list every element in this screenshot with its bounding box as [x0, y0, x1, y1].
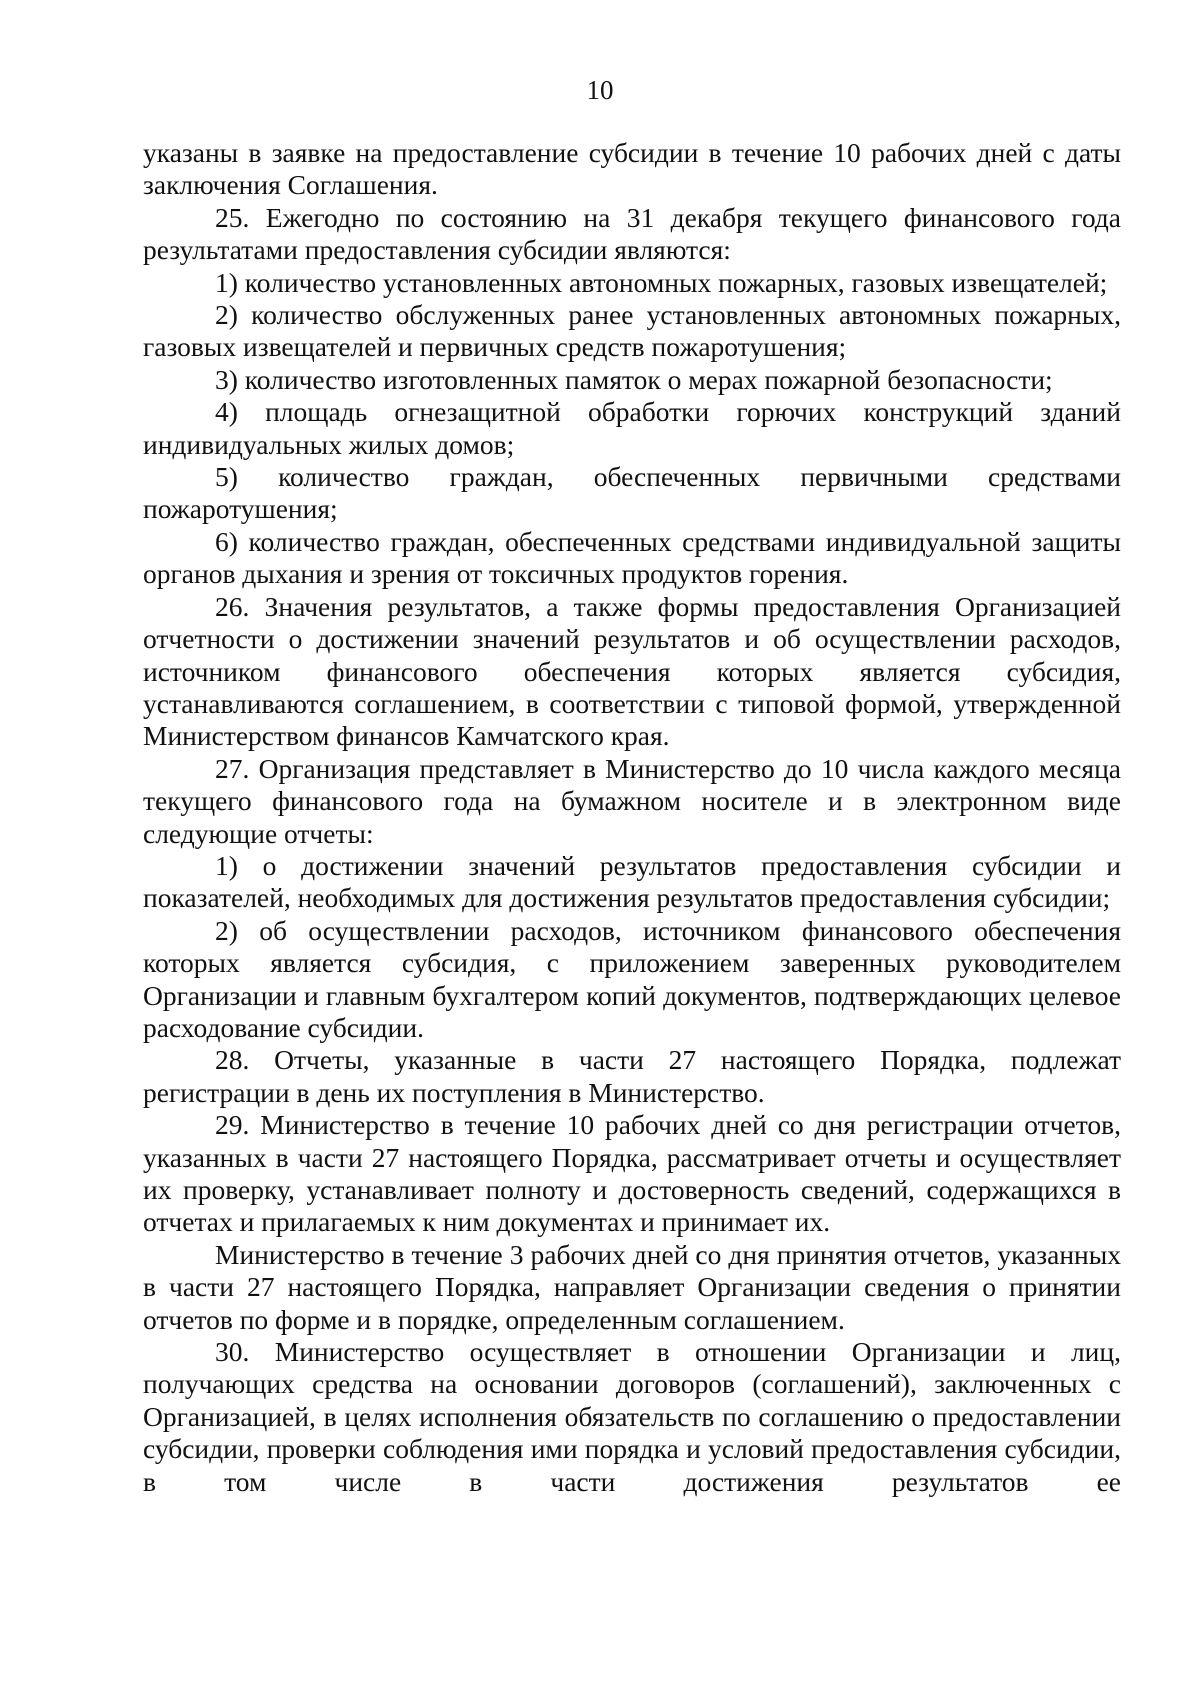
list-item-25-3: 3) количество изготовленных памяток о мерах пожарной безопасности; — [215, 363, 1053, 395]
list-item-25-2: 2) количество обслуженных ранее установленных автономных пожарных, газовых извещателей и первичных средств пожаротушения; — [143, 299, 1121, 363]
paragraph-26: 26. Значения результатов, а также формы предоставления Организацией отчетности о достижении значений результатов и об осуществлении расходов, источником финансового обеспечения которых является субсидия, устанавливаются соглашением, в соответствии с типовой формой, утвержденной Министерством финансов Камчатского края. — [143, 590, 1121, 752]
paragraph-28: 28. Отчеты, указанные в части 27 настоящего Порядка, подлежат регистрации в день их поступления в Министерство. — [143, 1044, 1121, 1108]
page-number: 10 — [586, 75, 614, 105]
paragraph-30: 30. Министерство осуществляет в отношении Организации и лиц, получающих средства на основании договоров (соглашений), заключенных с Организацией, в целях исполнения обязательств по соглашению о предоставлении субсидии, проверки соблюдения ими порядка и условий предоставления субсидии, в том числе в части достижения результатов ее — [143, 1336, 1121, 1497]
list-item-25-5: 5) количество граждан, обеспеченных первичными средствами пожаротушения; — [143, 461, 1121, 525]
paragraph-25: 25. Ежегодно по состоянию на 31 декабря текущего финансового года результатами предоставления субсидии являются: — [143, 201, 1121, 266]
list-item-25-4: 4) площадь огнезащитной обработки горючих конструкций зданий индивидуальных жилых домов; — [143, 396, 1121, 460]
paragraph-continuation: указаны в заявке на предоставление субсидии в течение 10 рабочих дней с даты заключения Соглашения. — [143, 137, 1121, 201]
paragraph-29-second: Министерство в течение 3 рабочих дней со дня принятия отчетов, указанных в части 27 настоящего Порядка, направляет Организации сведения о принятии отчетов по форме и в порядке, определенным соглашением. — [143, 1238, 1121, 1335]
list-item-25-6: 6) количество граждан, обеспеченных средствами индивидуальной защиты органов дыхания и зрения от токсичных продуктов горения. — [143, 525, 1121, 590]
paragraph-27: 27. Организация представляет в Министерство до 10 числа каждого месяца текущего финансового года на бумажном носителе и в электронном виде следующие отчеты: — [143, 752, 1121, 849]
document-body — [143, 137, 1121, 1498]
list-item-27-2: 2) об осуществлении расходов, источником финансового обеспечения которых является субсидия, с приложением заверенных руководителем Организации и главным бухгалтером копий документов, подтверждающих целевое расходование субсидии. — [143, 914, 1121, 1043]
list-item-27-1: 1) о достижении значений результатов предоставления субсидии и показателей, необходимых для достижения результатов предоставления субсидии; — [143, 849, 1121, 914]
list-item-25-1: 1) количество установленных автономных пожарных, газовых извещателей; — [215, 266, 1108, 298]
paragraph-29: 29. Министерство в течение 10 рабочих дней со дня регистрации отчетов, указанных в части 27 настоящего Порядка, рассматривает отчеты и осуществляет их проверку, устанавливает полноту и достоверность сведений, содержащихся в отчетах и прилагаемых к ним документах и принимает их. — [143, 1109, 1121, 1238]
